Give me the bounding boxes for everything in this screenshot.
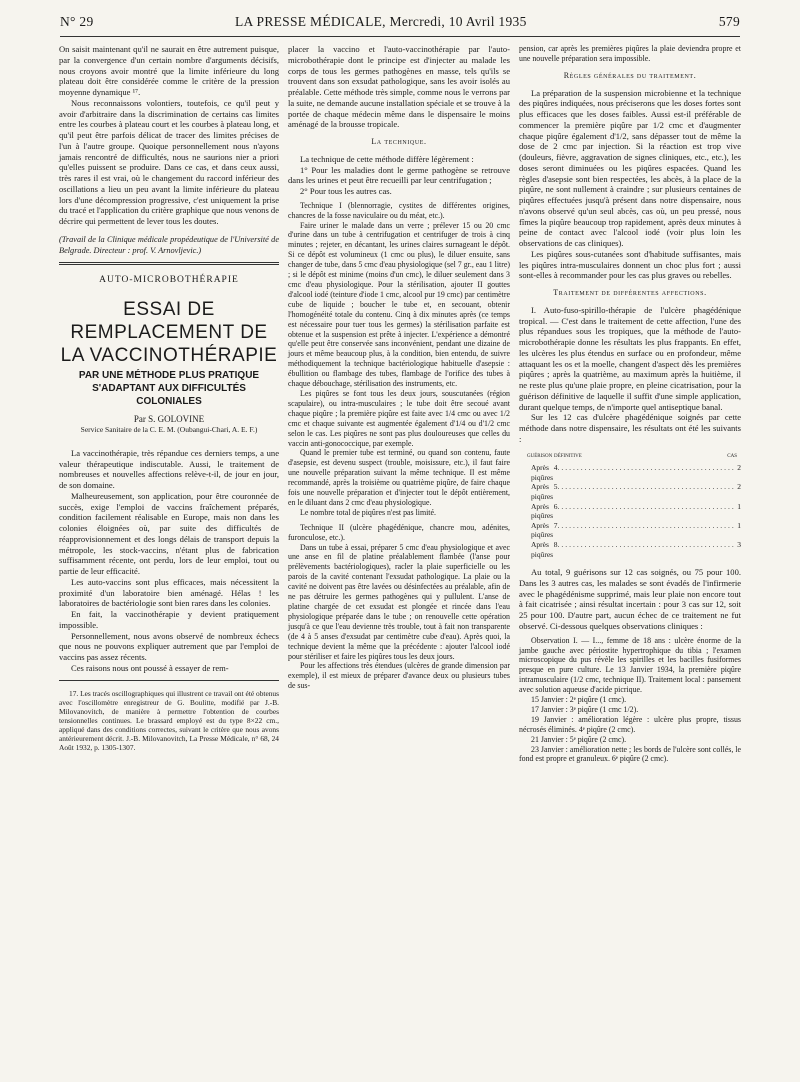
paragraph: Nous reconnaissons volontiers, toutefois, ce qu'il peut y avoir d'arbitraire dans la discrimination de certains cas limites entre les courbes à plateau court et les courbes à plateau long, et qu'il peut être parfois délicat de tracer des limites précises de l'un à l'autre groupe. Quoique personnellement nous n'ayons jamais rencontré de difficultés, nous ne saurions nier a priori qu'elles puissent se produire. Dans ce cas, et dans ceux aussi, très rares il est vrai, où le changement du raccord inférieur des oscillations a lieu un peu avant la limite inférieure du plateau lors d'une décompression progressive, c'est uniquement la prise du tracé et l'application du critère graphique que nous venons de décrire qui permettent de lever tous les doutes. (59, 97, 279, 226)
observation: 21 Janvier : 5ᵉ piqûre (2 cmc). (531, 734, 627, 744)
issue-number: N° 29 (60, 14, 94, 29)
paragraph: Les piqûres se font tous les deux jours, souscutanées (région scapulaire), ou intra-musculaires ; le tube doit être secoué avant chaque piqûre ; la première piqûre est faite avec 1/4 cmc ou avec 1/2 cmc et chaque suivante est augmentée également d'1/4 ou d'1/2 cmc selon le cas. Les piqûres ne sont pas plus douloureuses que celles du vaccin anti-gonococcique, par exemple. (288, 388, 510, 448)
footnote-text: 17. Les tracés oscillographiques qui illustrent ce travail ont été obtenus avec l'oscillomètre enregistreur de G. Boulitte, modifié par J.-B. Milovanovitch, de manière à permettre l'obtention de courbes tensionnelles continues. Le brassard employé est du type 8×22 cm., appliqué dans des conditions correctes, suivant le critère que nous avons antérieurement décrit. J.-B. Milovanovitch, La Presse Médicale, n° 68, 24 Août 1932, p. 1305-1307. (59, 688, 279, 752)
divider (59, 262, 279, 265)
footnote-rule (59, 680, 279, 681)
paragraph: placer la vaccino et l'auto-vaccinothérapie par l'auto-microbothérapie dont le principe est d'injecter au malade les corps de tous les germes pathogènes en masse, tels qu'ils se trouvent dans son exsudat pathologique, sans les avoir isolés au préalable. Cette méthode très simple, comme nous le verrons par la suite, ne demande aucune installation spéciale et se trouve à la portée de chaque médecin même dans le dispensaire le moins aménagé de la brousse tropicale. (288, 44, 510, 130)
observation: 19 Janvier : amélioration légère : ulcère plus propre, tissus nécrosés éliminés. 4ᵉ piqûre (2 cmc). (519, 714, 741, 734)
leader-dots: .............................................. (557, 501, 736, 511)
row-value: 1 (737, 520, 741, 530)
table-row (519, 482, 741, 501)
row-value: 1 (737, 501, 741, 511)
table-header-right: cas (727, 451, 737, 459)
paragraph: Quand le premier tube est terminé, ou quand son contenu, faute d'asepsie, est devenu suspect (trouble, moisissure, etc.), il faut faire une nouvelle préparation suivant la même technique. Il est même recommandé, après la troisième ou quatrième piqûre, de faire chaque fois une nouvelle préparation et d'injecter tout le dépôt entièrement, en le diluant dans 2 cmc d'eau physiologique. (288, 448, 510, 507)
column-3 (519, 44, 741, 764)
paragraph: I. Auto-fuso-spirillo-thérapie de l'ulcère phagédénique tropical. — C'est dans le traitement de cette affection, l'une des plus répandues sous les tropiques, que la méthode de l'auto-microbothérapie donne les résultats les plus frappants. En effet, les ulcères les plus étendus en surface ou en profondeur, même attaquant les os et la moelle, changent d'aspect dès les premières piqûres ; après la quatrième, au maximum après la huitième, il ne reste plus qu'une plaie propre, en pleine cicatrisation, pour la guérison définitive de laquelle il suffit d'une simple application, durant quelque temps, de n'importe quel antiseptique banal. (519, 304, 741, 412)
results-table (519, 451, 741, 560)
paragraph: La technique de cette méthode diffère légèrement : (300, 153, 474, 164)
paragraph: Pour les affections très étendues (ulcères de grande dimension par exemple), il est mieux de préparer d'avance deux ou plusieurs tubes de sus- (288, 661, 510, 691)
table-row (519, 521, 741, 540)
paragraph: Technique I (blennorragie, cystites de différentes origines, chancres de la fosse naviculaire ou du méat, etc.). (288, 200, 510, 220)
article-title: ESSAI DE REMPLACEMENT DE LA VACCINOTHÉRAPIE (60, 299, 278, 366)
section-heading: AUTO-MICROBOTHÉRAPIE (99, 275, 239, 286)
paragraph: Technique II (ulcère phagédénique, chancre mou, adénites, furonculose, etc.). (288, 522, 510, 542)
row-label: Après 4 piqûres (531, 463, 558, 482)
footnote (59, 689, 279, 752)
article-signature: (Travail de la Clinique médicale propédeutique de l'Université de Belgrade. Directeur : prof. V. Arnovljevic.) (59, 234, 279, 255)
paragraph: Personnellement, nous avons observé de nombreux échecs que nous ne pouvons expliquer autrement que par l'emploi de vaccins pas assez récents. (59, 630, 279, 662)
journal-title: LA PRESSE MÉDICALE, Mercredi, 10 Avril 1935 (235, 14, 527, 29)
page-header (60, 14, 740, 38)
paragraph: Dans un tube à essai, préparer 5 cmc d'eau physiologique et avec une anse en fil de platine préalablement flambée (l'anse pour prélèvements bactériologiques), racler la plaie superficielle ou les parois de la cavité contenant l'exsudat pathologique. La plaie ou la cavité ne doivent pas être lavées ou désinfectées au préalable, afin de ne pas détruire les germes pathogènes qui y pullulent. L'anse de platine chargée de cet exsudat est plongée et rincée dans l'eau physiologique préparée dans le tube ; on renouvelle cette opération jusqu'à ce que l'eau devienne très trouble, tout à fait non transparente (de 4 à 5 anses d'exsudat par centimètre cube d'eau). Après quoi, la technique devient la même que la précédente : ajouter l'alcool iodé pour stériliser et faire les piqûres tous les deux jours. (288, 542, 510, 661)
column-2 (288, 44, 510, 691)
row-label: Après 6 piqûres (531, 501, 558, 521)
paragraph: Les piqûres sous-cutanées sont d'habitude suffisantes, mais les piqûres intra-musculaires donnent un choc plus fort ; aussi sont-elles à recommander pour les cas plus graves ou rebelles. (519, 248, 741, 281)
leader-dots: .............................................. (557, 520, 736, 530)
column-1 (59, 44, 279, 752)
paragraph: La préparation de la suspension microbienne et la technique des piqûres indiquées, nous préciserons que les doses fortes sont plus efficaces que les doses faibles. Aussi est-il préférable de commencer la première piqûre par 1/2 cmc et d'augmenter chaque piqûre également d'1/2, sans dépasser tout de même la dose de 2 cmc par injection. Si la réaction est trop vive (douleurs, fièvre, aggravation de signes cliniques, etc., etc.), les doses seront diminuées ou les piqûres espacées. Quand les règles d'asepsie sont bien respectées, les abcès, à la place de la piqûre, ne sont nullement à craindre ; sur plusieurs centaines de piqûres effectuées jusqu'à présent dans notre dispensaire, nous n'avons observé qu'un seul abcès, cas où, un peu pressé, nous fîmes la piqûre beaucoup trop rapidement, après deux minutes à peine de contact avec l'alcool iodé (voir plus loin les observations de cas cliniques). (519, 87, 741, 249)
subsection-heading: Traitement de différentes affections. (553, 288, 707, 298)
row-value: 2 (737, 463, 741, 473)
table-row (519, 463, 741, 482)
row-value: 3 (737, 539, 741, 549)
paragraph: On saisit maintenant qu'il ne saurait en être autrement puisque, par la convergence d'un certain nombre d'arguments décisifs, nous croyons avoir montré que la limite inférieure du long plateau doit être considérée comme le critère de la pression moyenne dynamique ¹⁷. (59, 44, 279, 97)
paragraph: Ces raisons nous ont poussé à essayer de rem- (71, 662, 229, 673)
paragraph: La vaccinothérapie, très répandue ces derniers temps, a une valeur thérapeutique indiscutable. Aussi, le traitement de nombreuses et nouvelles affections relève-t-il, de jour en jour, de son domaine. (59, 447, 279, 490)
paragraph: 2° Pour tous les autres cas. (300, 186, 392, 196)
table-row (519, 540, 741, 559)
paragraph: Sur les 12 cas d'ulcère phagédénique soignés par cette méthode dans notre dispensaire, les résultats ont été les suivants : (519, 412, 741, 444)
table-header (519, 451, 741, 461)
row-label: Après 7 piqûres (531, 520, 558, 540)
leader-dots: .............................................. (557, 463, 736, 473)
row-value: 2 (737, 482, 741, 492)
author-affiliation: Service Sanitaire de la C. E. M. (Oubangui-Chari, A. E. F.) (80, 424, 258, 434)
paragraph: pension, car après les premières piqûres la plaie deviendra propre et une nouvelle préparation sera impossible. (519, 44, 741, 63)
observation: Observation I. — I..., femme de 18 ans : ulcère énorme de la jambe gauche avec périostite hypertrophique du tibia ; l'examen microscopique du pus révèle les spirilles et les bacilles fusiformes presque en pure culture. Le 13 Janvier 1934, la première piqûre intramusculaire (1/2 cmc, technique II). Traitement local : pansement avec solution aqueuse d'acide picrique. (519, 635, 741, 695)
paragraph: En fait, la vaccinothérapie y devient pratiquement impossible. (59, 609, 279, 630)
observation: 23 Janvier : amélioration nette ; les bords de l'ulcère sont collés, le fond est propre et granuleux. 6ᵉ piqûre (2 cmc). (519, 744, 741, 764)
table-header-left: guérison définitive (527, 451, 582, 459)
row-label: Après 8 piqûres (531, 539, 558, 559)
paragraph: Malheureusement, son application, pour être couronnée de succès, exige l'emploi de vaccins fraîchement préparés, condition facilement réalisable en Europe, mais non dans les colonies éloignées où, par suite des difficultés de réapprovisionnement et des longs délais de transport depuis la métropole, les stock-vaccins, n'étant plus de fabrication suffisamment récente, ont perdu, lors de leur emploi, tout ou partie de leur efficacité. (59, 490, 279, 576)
observation: 15 Janvier : 2ᵉ piqûre (1 cmc). (531, 695, 627, 705)
subsection-heading: Règles générales du traitement. (563, 70, 697, 80)
row-label: Après 5 piqûres (531, 482, 558, 501)
paragraph: Le nombre total de piqûres n'est pas limité. (300, 507, 436, 517)
article-subtitle: PAR UNE MÉTHODE PLUS PRATIQUE S'ADAPTANT AUX DIFFICULTÉS COLONIALES (78, 370, 260, 407)
leader-dots: .............................................. (557, 539, 736, 549)
leader-dots: .............................................. (557, 482, 736, 492)
subsection-heading: La technique. (371, 137, 427, 146)
paragraph: Faire uriner le malade dans un verre ; prélever 15 ou 20 cmc d'urine dans un tube à centrifugation et centrifuger de trois à cinq minutes ; rejeter, en décantant, les urines claires surnageant le dépôt. Si ce dépôt est volumineux (1 cmc ou plus), le diluer ensuite, sans changer de tube, dans 5 cmc d'eau physiologique (sel 7 gr., eau 1 litre) ; si le dépôt est minime (moins d'un cmc), le diluer seulement dans 3 cmc d'eau physiologique. Pour la stérilisation, ajouter II gouttes d'alcool iodé (teinture d'iode 1 cmc, alcool pur 19 cmc) par centimètre cube de liquide ; boucher le tube et, en secouant, obtenir l'homogénéité totale du contenu. Cinq à dix minutes après (ce temps est nécessaire pour tuer tous les germes) la stérilisation parfaite est obtenue et la suspension est prête à injecter. L'expérience a démontré qu'elle peut être conservée sans inconvénient, pendant une dizaine de jours et même beaucoup plus, à la condition, bien entendu, de suivre méthodiquement la technique bactériologique habituelle d'asepsie : ébullition ou flambage des tubes, flambage de l'orifice des tubes à chaque débouchage, stérilisation des instruments, etc. (288, 220, 510, 389)
header-rule (60, 36, 740, 37)
table-row (519, 502, 741, 521)
article-author: Par S. GOLOVINE (133, 414, 205, 424)
observation: 17 Janvier : 3ᵉ piqûre (1 cmc 1/2). (531, 704, 639, 714)
paragraph: Au total, 9 guérisons sur 12 cas soignés, ou 75 pour 100. Dans les 3 autres cas, les malades se sont évadés de l'infirmerie avec le phagédénisme supprimé, mais leur plaie non encore tout à fait cicatrisée ; ainsi résultat incertain : pour 3 cas sur 12, soit 25 pour 100. D'autre part, aucun échec de ce traitement ne fut observé. Ci-dessous quelques observations cliniques : (519, 567, 741, 631)
paragraph: Les auto-vaccins sont plus efficaces, mais nécessitent la proximité d'un laboratoire bien aménagé. Hélas ! les laboratoires de bactériologie sont bien rares dans les colonies. (59, 576, 279, 609)
page-number: 579 (718, 14, 740, 29)
paragraph: 1° Pour les maladies dont le germe pathogène se retrouve dans les urines et peut être recueilli par leur centrifugation ; (288, 164, 510, 186)
